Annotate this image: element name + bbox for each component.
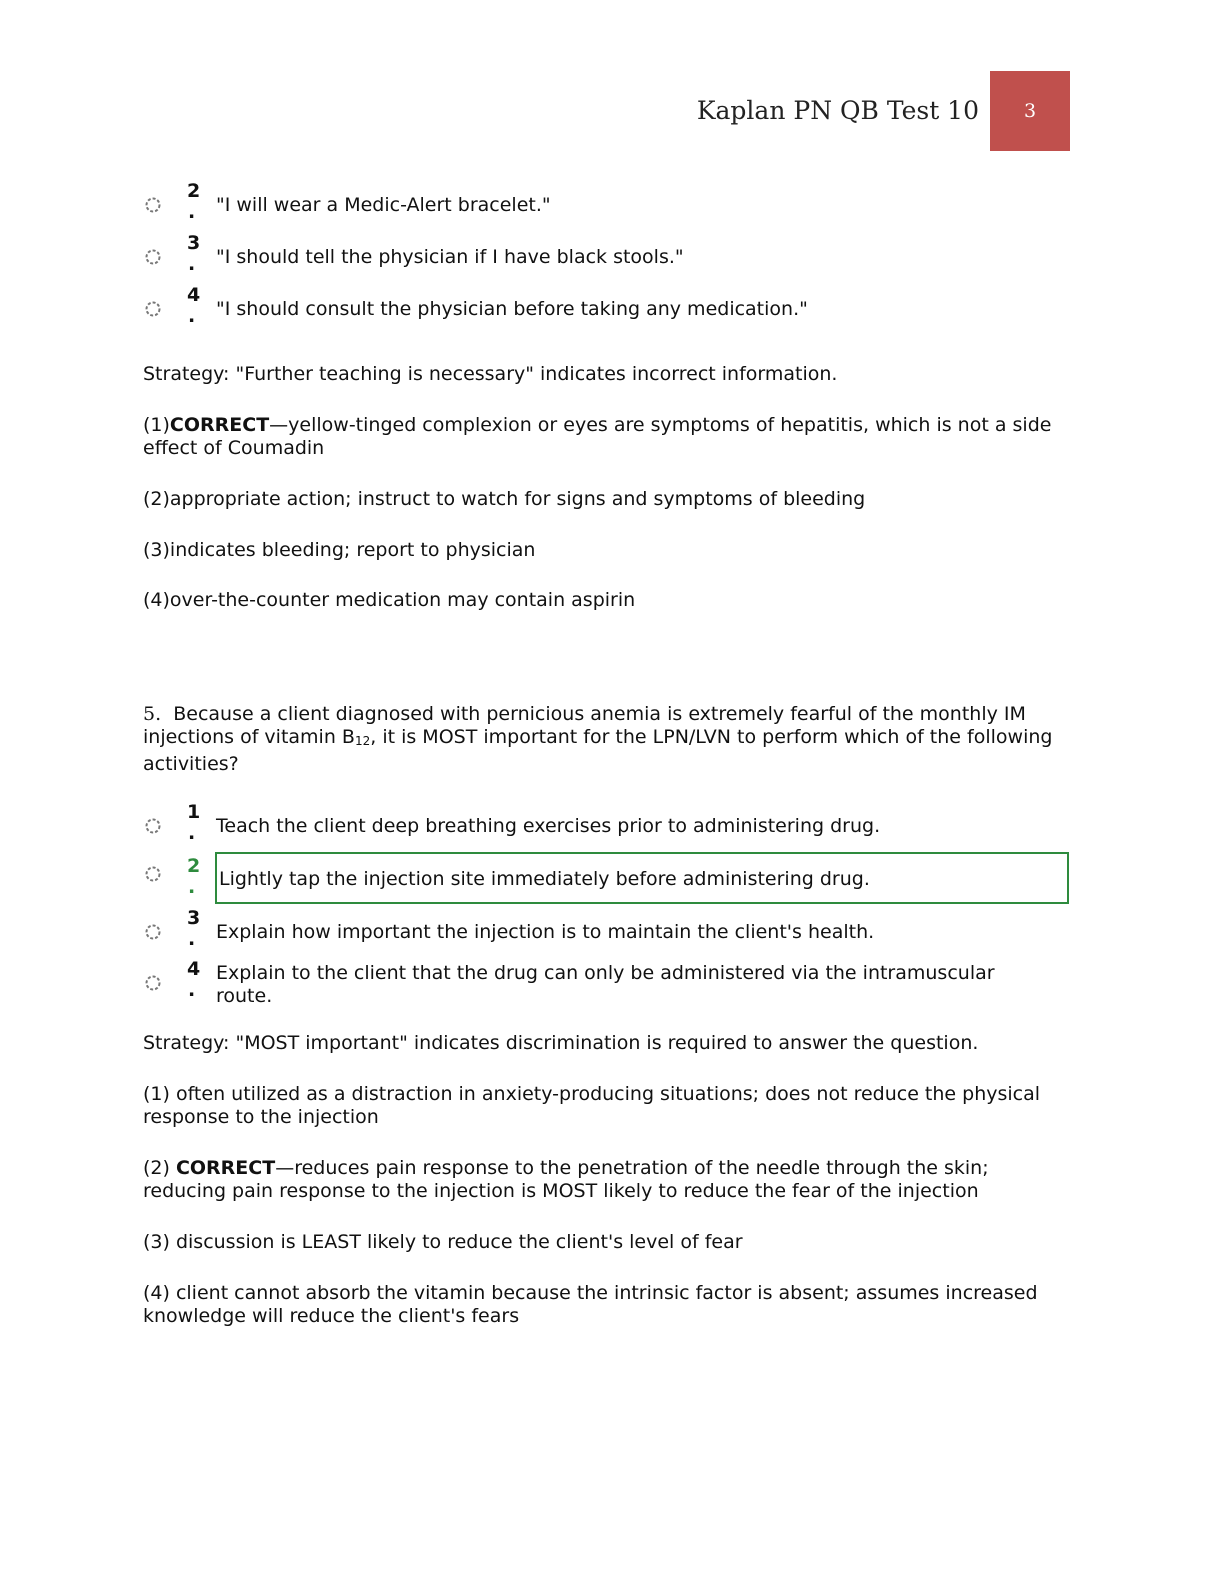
radio-button-icon[interactable] (145, 301, 161, 317)
q5-option-1[interactable] (143, 801, 1073, 852)
q4-strategy: Strategy: "Further teaching is necessary" indicates incorrect information. (143, 363, 838, 385)
option-number: 4 (187, 284, 201, 306)
option-number-dot: . (188, 876, 196, 898)
question-5-stem (143, 703, 1073, 776)
q5-rationale-3: (3) discussion is LEAST likely to reduce the client's level of fear (143, 1231, 743, 1253)
option-text: Teach the client deep breathing exercises prior to administering drug. (216, 815, 881, 837)
option-number-dot: . (188, 928, 196, 950)
q4-rationale-4: (4)over-the-counter medication may contain aspirin (143, 589, 636, 611)
option-text: Lightly tap the injection site immediately before administering drug. (219, 868, 870, 890)
option-text: Explain how important the injection is to maintain the client's health. (216, 921, 875, 943)
q4-rationale-2: (2)appropriate action; instruct to watch for signs and symptoms of bleeding (143, 488, 866, 510)
option-number: 2 (187, 180, 201, 202)
q4-rationale-3: (3)indicates bleeding; report to physician (143, 539, 536, 561)
rationale-prefix: (1) (143, 414, 170, 436)
q5-rationale-4: (4) client cannot absorb the vitamin because the intrinsic factor is absent; assumes increased knowledge will reduce the client's fears (143, 1282, 1038, 1327)
radio-button-icon[interactable] (145, 866, 161, 882)
q5-rationale-2 (143, 1157, 1073, 1203)
option-text: "I should consult the physician before taking any medication." (216, 298, 808, 320)
header-title: Kaplan PN QB Test 10 (696, 96, 979, 125)
option-text: "I will wear a Medic-Alert bracelet." (216, 194, 551, 216)
rationale-prefix: (2) (143, 1157, 176, 1179)
option-number: 4 (187, 958, 201, 980)
q4-option-4[interactable] (143, 284, 1073, 335)
option-number-dot: . (188, 201, 196, 223)
subscript: 12 (354, 734, 371, 748)
option-number-dot: . (188, 822, 196, 844)
rationale-text: —reduces pain response to the penetration of the needle through the skin; reducing pain response to the injection is MOST likely to reduce the fear of the injection (143, 1157, 989, 1202)
q5-rationale-1: (1) often utilized as a distraction in anxiety-producing situations; does not reduce the physical response to the injection (143, 1083, 1041, 1128)
radio-button-icon[interactable] (145, 249, 161, 265)
page-number: 3 (1023, 100, 1037, 122)
q4-option-2[interactable] (143, 180, 1073, 231)
q5-option-3[interactable] (143, 907, 1073, 958)
option-number-dot: . (188, 253, 196, 275)
option-number-dot: . (188, 979, 196, 1001)
option-number: 3 (187, 907, 201, 929)
q5-option-2-correct[interactable] (143, 852, 1073, 900)
option-text: Explain to the client that the drug can only be administered via the intramuscular route. (216, 962, 995, 1007)
correct-label: CORRECT (169, 414, 270, 436)
option-number: 1 (187, 801, 201, 823)
correct-answer-highlight (215, 852, 1069, 904)
option-number: 3 (187, 232, 201, 254)
radio-button-icon[interactable] (145, 818, 161, 834)
q5-option-4[interactable] (143, 958, 1073, 1009)
radio-button-icon[interactable] (145, 924, 161, 940)
page-number-box (990, 71, 1070, 151)
question-text: Because a client diagnosed with pernicious anemia is extremely fearful of the monthly IM injections of vitamin B (143, 703, 1026, 748)
option-number-dot: . (188, 305, 196, 327)
correct-label: CORRECT (175, 1157, 276, 1179)
question-number: 5. (143, 703, 162, 725)
radio-button-icon[interactable] (145, 197, 161, 213)
option-number: 2 (187, 855, 201, 877)
q4-option-3[interactable] (143, 232, 1073, 283)
q4-rationale-1 (143, 414, 1073, 460)
radio-button-icon[interactable] (145, 975, 161, 991)
question-text-cont: , it is MOST important for the LPN/LVN to perform which of the following activities? (143, 726, 1053, 775)
rationale-text: —yellow-tinged complexion or eyes are symptoms of hepatitis, which is not a side effect of Coumadin (143, 414, 1052, 459)
option-text: "I should tell the physician if I have black stools." (216, 246, 684, 268)
q5-strategy: Strategy: "MOST important" indicates discrimination is required to answer the question. (143, 1032, 979, 1054)
